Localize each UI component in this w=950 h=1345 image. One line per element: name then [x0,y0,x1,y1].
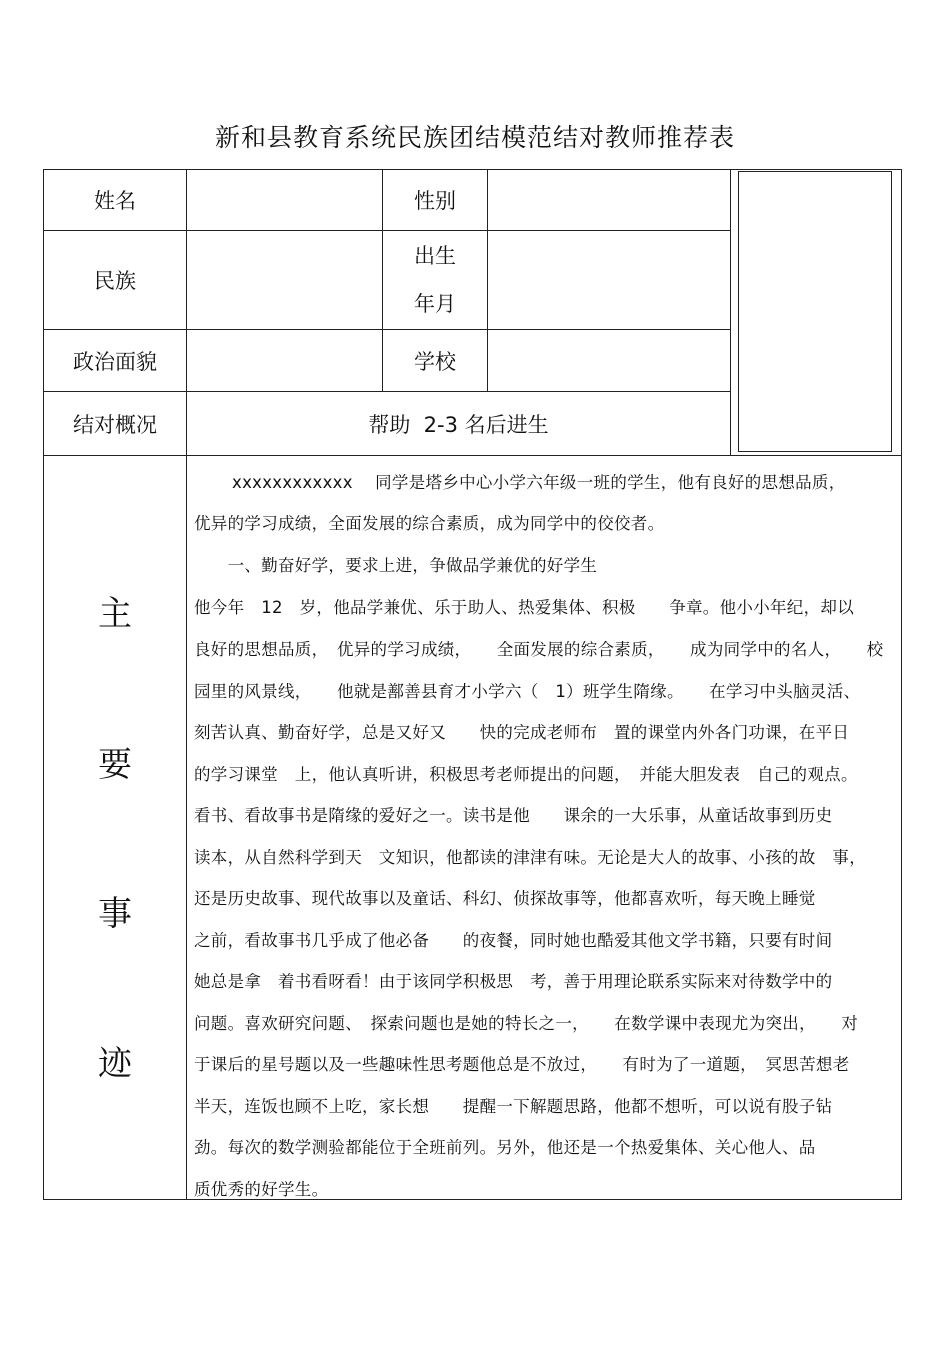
ethnicity-label: 民族 [94,269,136,293]
deeds-line: 还是历史故事、现代故事以及童话、科幻、侦探故事等，他都喜欢听，每天晚上睡觉 [194,889,816,908]
deeds-line: 一、勤奋好学，要求上进，争做品学兼优的好学生 [194,556,598,575]
political-label: 政治面貌 [73,349,157,374]
form-title: 新和县教育系统民族团结模范结对教师推荐表 [214,123,735,152]
deeds-line: 读本，从自然科学到天 文知识，他都读的津津有味。无论是大人的故事、小孩的故 事， [194,848,866,867]
gender-label: 性别 [414,189,456,213]
deeds-line: 她总是拿 着书看呀看！由于该同学积极思 考，善于用理论联系实际来对待数学中的 [194,972,833,991]
deeds-line: 劲。每次的数学测验都能位于全班前列。另外，他还是一个热爱集体、关心他人、品 [194,1138,816,1157]
deeds-label-char-1: 主 [98,594,132,634]
deeds-line: 于课后的星号题以及一些趣味性思考题他总是不放过， 有时为了一道题， 冥思苦想老 [194,1055,850,1074]
deeds-line: 刻苦认真、勤奋好学，总是又好又 快的完成老师布 置的课堂内外各门功课，在平日 [194,723,850,742]
deeds-label-char-4: 迹 [98,1044,132,1084]
deeds-line: 的学习课堂 上，他认真听讲，积极思考老师提出的问题， 并能大胆发表 自己的观点。 [194,765,858,784]
name-label: 姓名 [94,189,136,213]
pairing-value: 帮助 2-3 名后进生 [368,412,549,437]
political-value[interactable] [187,330,382,391]
deeds-line: 质优秀的好学生。 [194,1180,329,1199]
deeds-line: 优异的学习成绩，全面发展的综合素质，成为同学中的佼佼者。 [194,514,665,533]
table-row-line-4 [43,455,902,456]
deeds-label-char-2: 要 [98,745,132,785]
pairing-label: 结对概况 [73,412,157,437]
birth-value[interactable] [488,231,730,329]
deeds-line: 问题。喜欢研究问题、 探索问题也是她的特长之一， 在数学课中表现尤为突出， 对 [194,1014,859,1033]
table-divider-photo [730,169,731,456]
deeds-line: xxxxxxxxxxxx 同学是塔乡中心小学六年级一班的学生，他有良好的思想品质， [232,473,846,492]
deeds-line: 良好的思想品质， 优异的学习成绩， 全面发展的综合素质， 成为同学中的名人， 校 [194,640,884,659]
photo-box [738,171,892,452]
deeds-line: 园里的风景线， 他就是鄯善县育才小学六（ 1）班学生隋缘。 在学习中头脑灵活、 [194,682,861,701]
deeds-line: 半天，连饭也顾不上吃，家长想 提醒一下解题思路，他都不想听，可以说有股子钻 [194,1097,833,1116]
birth-label-line-2: 年月 [414,292,456,316]
school-value[interactable] [488,330,730,391]
gender-value[interactable] [488,170,730,230]
table-border-right [901,169,902,1200]
ethnicity-value[interactable] [187,231,382,329]
birth-label-line-1: 出生 [414,244,456,268]
deeds-label-char-3: 事 [98,894,132,934]
school-label: 学校 [414,349,456,374]
birth-label [383,231,487,329]
name-value[interactable] [187,170,382,230]
deeds-line: 他今年 12 岁，他品学兼优、乐于助人、热爱集体、积极 争章。他小小年纪，却以 [194,598,854,617]
deeds-line: 看书、看故事书是隋缘的爱好之一。读书是他 课余的一大乐事，从童话故事到历史 [194,806,833,825]
deeds-line: 之前，看故事书几乎成了他必备 的夜餐，同时她也酷爱其他文学书籍，只要有时间 [194,931,833,950]
